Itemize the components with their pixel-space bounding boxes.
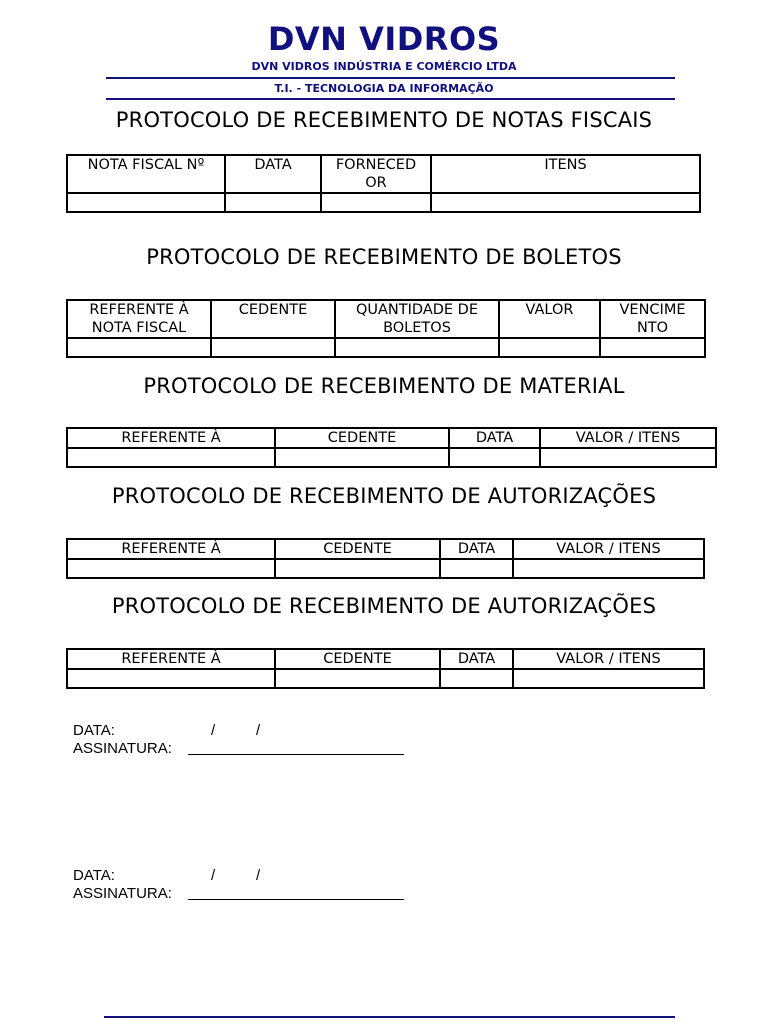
column-header: DATA xyxy=(440,539,513,559)
company-legal-name: DVN VIDROS INDÚSTRIA E COMÉRCIO LTDA xyxy=(251,60,517,73)
signature-block xyxy=(73,722,473,758)
company-name: DVN VIDROS xyxy=(267,20,501,58)
signature-label: ASSINATURA: xyxy=(73,885,172,902)
column-header: VALOR / ITENS xyxy=(513,649,704,669)
table-cell[interactable] xyxy=(211,338,335,357)
column-header: FORNECED OR xyxy=(321,155,431,193)
table-cell[interactable] xyxy=(600,338,705,357)
department-label: T.I. - TECNOLOGIA DA INFORMAÇÃO xyxy=(274,82,494,95)
table-cell[interactable] xyxy=(67,448,275,467)
date-separator: / xyxy=(256,722,261,739)
column-header: CEDENTE xyxy=(275,649,440,669)
table-cell[interactable] xyxy=(275,559,440,578)
table-cell[interactable] xyxy=(225,193,321,212)
autorizacoes-table xyxy=(66,538,705,579)
notas-table xyxy=(66,154,701,213)
table-header-row xyxy=(67,539,704,559)
section-title-autorizacoes-2: PROTOCOLO DE RECEBIMENTO DE AUTORIZAÇÕES xyxy=(111,594,657,618)
column-header: REFERENTE À xyxy=(67,428,275,448)
date-separator: / xyxy=(256,867,261,884)
table-row xyxy=(67,193,700,212)
date-label: DATA: xyxy=(73,722,115,739)
table-header-row xyxy=(67,649,704,669)
table-header-row xyxy=(67,300,705,338)
table-cell[interactable] xyxy=(513,669,704,688)
boletos-table xyxy=(66,299,706,358)
table-cell[interactable] xyxy=(321,193,431,212)
column-header: REFERENTE À NOTA FISCAL xyxy=(67,300,211,338)
table-cell[interactable] xyxy=(335,338,499,357)
date-separator: / xyxy=(211,867,216,884)
signature-line[interactable] xyxy=(188,754,404,755)
material-table xyxy=(66,427,717,468)
table-cell[interactable] xyxy=(67,669,275,688)
column-header: NOTA FISCAL Nº xyxy=(67,155,225,193)
signature-row xyxy=(73,740,473,758)
table-header-row xyxy=(67,428,716,448)
table-cell[interactable] xyxy=(440,559,513,578)
table-cell[interactable] xyxy=(67,559,275,578)
table-cell[interactable] xyxy=(449,448,540,467)
table-cell[interactable] xyxy=(513,559,704,578)
column-header: CEDENTE xyxy=(211,300,335,338)
table-cell[interactable] xyxy=(440,669,513,688)
table-cell[interactable] xyxy=(540,448,716,467)
section-title-notas: PROTOCOLO DE RECEBIMENTO DE NOTAS FISCAIS xyxy=(115,108,653,132)
column-header: REFERENTE À xyxy=(67,649,275,669)
column-header: VALOR / ITENS xyxy=(540,428,716,448)
table-row xyxy=(67,448,716,467)
table-cell[interactable] xyxy=(275,669,440,688)
table-row xyxy=(67,338,705,357)
column-header: DATA xyxy=(440,649,513,669)
header-divider-bottom xyxy=(106,98,675,100)
column-header: QUANTIDADE DE BOLETOS xyxy=(335,300,499,338)
autorizacoes-table-2 xyxy=(66,648,705,689)
section-title-autorizacoes: PROTOCOLO DE RECEBIMENTO DE AUTORIZAÇÕES xyxy=(111,484,657,508)
section-title-boletos: PROTOCOLO DE RECEBIMENTO DE BOLETOS xyxy=(146,245,622,269)
column-header: VENCIME NTO xyxy=(600,300,705,338)
date-separator: / xyxy=(211,722,216,739)
header-divider xyxy=(106,77,675,79)
column-header: VALOR / ITENS xyxy=(513,539,704,559)
table-row xyxy=(67,669,704,688)
table-cell[interactable] xyxy=(275,448,449,467)
signature-line[interactable] xyxy=(188,899,404,900)
date-row xyxy=(73,867,473,885)
column-header: CEDENTE xyxy=(275,539,440,559)
column-header: DATA xyxy=(449,428,540,448)
table-cell[interactable] xyxy=(431,193,700,212)
column-header: DATA xyxy=(225,155,321,193)
signature-row xyxy=(73,885,473,903)
date-label: DATA: xyxy=(73,867,115,884)
table-cell[interactable] xyxy=(499,338,600,357)
table-cell[interactable] xyxy=(67,338,211,357)
footer-divider xyxy=(104,1016,675,1018)
column-header: ITENS xyxy=(431,155,700,193)
table-cell[interactable] xyxy=(67,193,225,212)
column-header: VALOR xyxy=(499,300,600,338)
date-row xyxy=(73,722,473,740)
table-row xyxy=(67,559,704,578)
table-header-row xyxy=(67,155,700,193)
column-header: REFERENTE À xyxy=(67,539,275,559)
column-header: CEDENTE xyxy=(275,428,449,448)
section-title-material: PROTOCOLO DE RECEBIMENTO DE MATERIAL xyxy=(143,374,625,398)
signature-block-2 xyxy=(73,867,473,903)
signature-label: ASSINATURA: xyxy=(73,740,172,757)
